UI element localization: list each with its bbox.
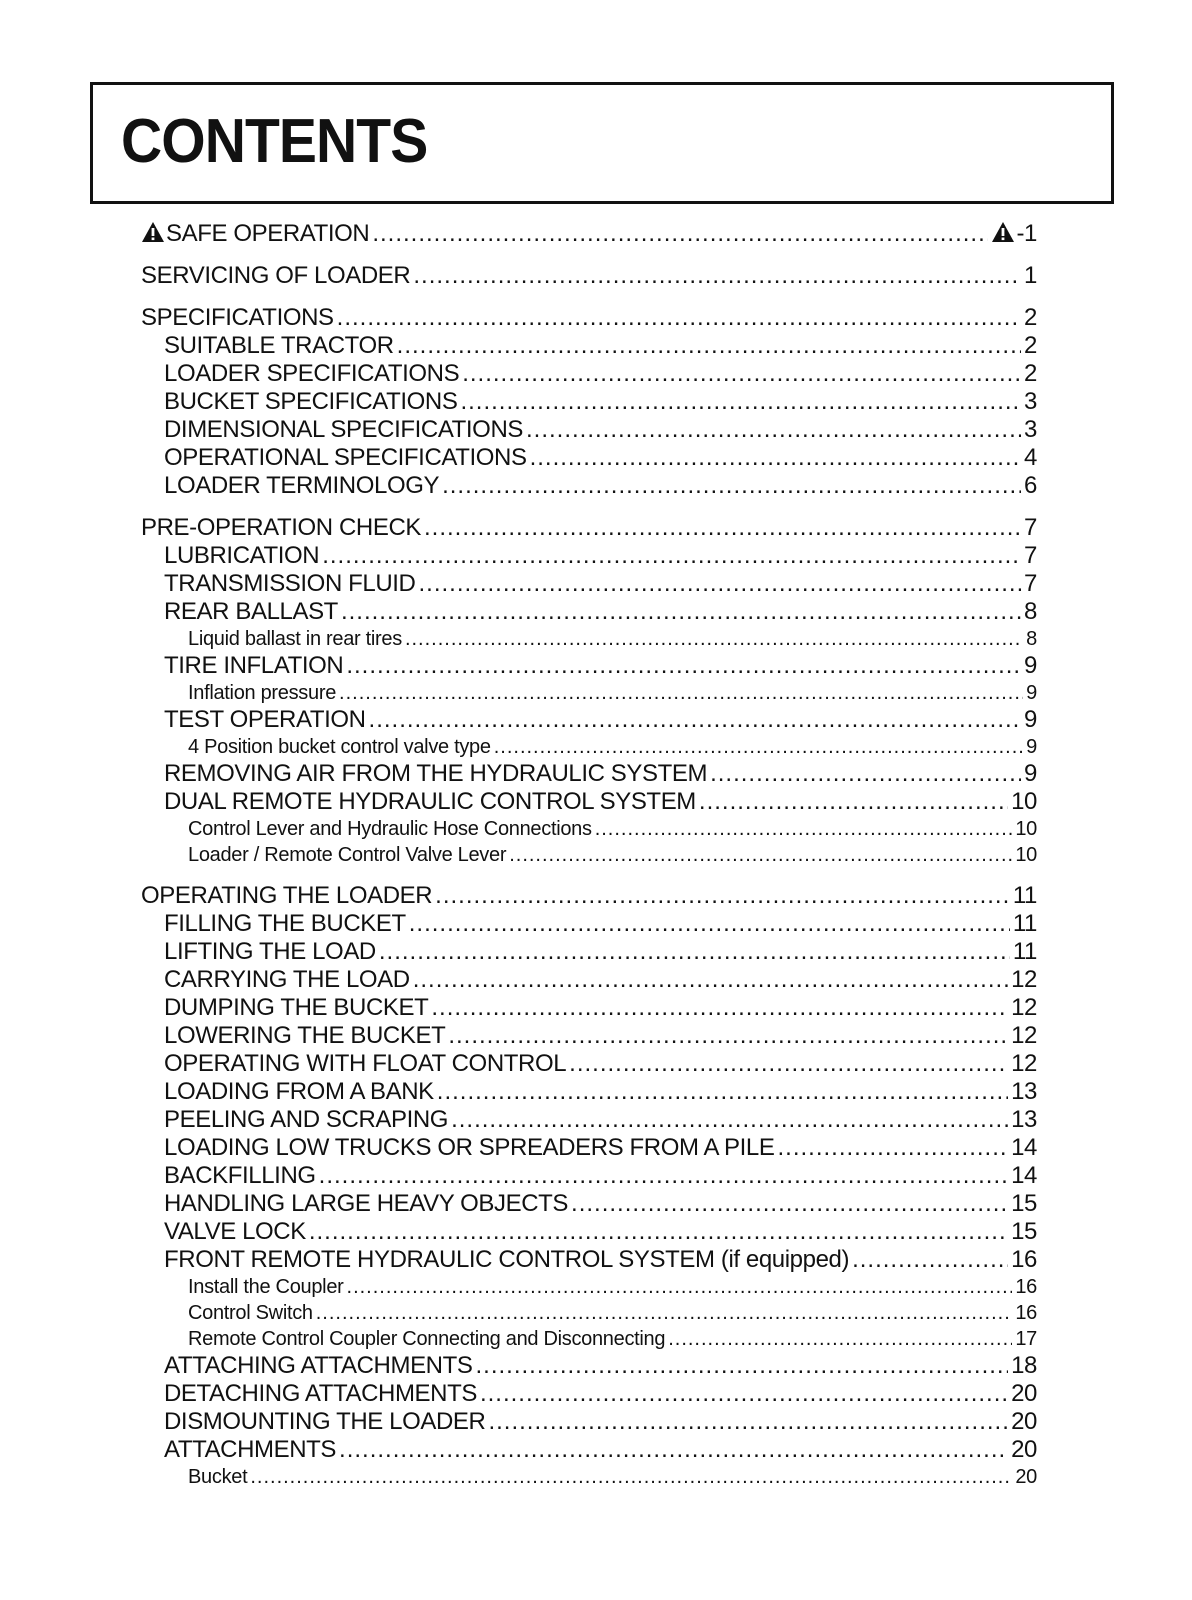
toc-entry-label xyxy=(141,262,410,290)
toc-entry[interactable] xyxy=(141,220,1037,248)
toc-page-number-text: -1 xyxy=(1016,220,1037,247)
toc-entry-text: LIFTING THE LOAD xyxy=(164,938,376,965)
toc-entry-label xyxy=(164,388,457,416)
toc-entry-text: LOADING FROM A BANK xyxy=(164,1078,434,1105)
toc-page-number-text: 10 xyxy=(1015,844,1037,866)
toc-page-number-text: 3 xyxy=(1024,388,1037,415)
toc-entry[interactable] xyxy=(164,444,1037,472)
toc-page-number-text: 2 xyxy=(1024,304,1037,331)
toc-entry-text: LOWERING THE BUCKET xyxy=(164,1022,446,1049)
toc-entry-text: TRANSMISSION FLUID xyxy=(164,570,416,597)
toc-page-number-text: 13 xyxy=(1011,1078,1037,1105)
toc-page-number xyxy=(1013,938,1037,966)
toc-entry-text: FRONT REMOTE HYDRAULIC CONTROL SYSTEM (if equipped) xyxy=(164,1246,850,1273)
toc-entry[interactable] xyxy=(188,843,1037,867)
toc-entry-label xyxy=(188,843,506,867)
toc-entry[interactable] xyxy=(164,652,1037,680)
toc-page-number xyxy=(1011,1050,1037,1078)
toc-entry-label xyxy=(188,681,336,705)
toc-page-number-text: 15 xyxy=(1011,1218,1037,1245)
toc-page-number-text: 11 xyxy=(1012,882,1037,909)
toc-entry-text: SAFE OPERATION xyxy=(166,220,370,247)
toc-entry[interactable] xyxy=(164,472,1037,500)
toc-entry-label xyxy=(164,598,338,626)
toc-entry-text: SPECIFICATIONS xyxy=(141,304,334,331)
toc-page-number xyxy=(1024,706,1037,734)
toc-entry-label xyxy=(164,1380,477,1408)
toc-page-number xyxy=(1024,360,1037,388)
toc-entry[interactable] xyxy=(188,681,1037,705)
toc-entry[interactable] xyxy=(164,1162,1037,1190)
dot-leader xyxy=(424,514,1021,542)
toc-page-number xyxy=(1011,1352,1037,1380)
dot-leader xyxy=(347,1275,1013,1299)
toc-page-number xyxy=(1024,652,1037,680)
toc-page-number-text: 11 xyxy=(1012,910,1037,937)
toc-page-number-text: 8 xyxy=(1026,628,1037,650)
toc-page-number-text: 9 xyxy=(1026,682,1037,704)
toc-entry[interactable] xyxy=(188,627,1037,651)
toc-entry-text: VALVE LOCK xyxy=(164,1218,306,1245)
toc-entry-text: ATTACHMENTS xyxy=(164,1436,337,1463)
toc-entry-text: CARRYING THE LOAD xyxy=(164,966,410,993)
toc-entry-label xyxy=(164,360,459,388)
toc-page-number xyxy=(1024,332,1037,360)
toc-entry[interactable] xyxy=(164,1352,1037,1380)
toc-entry-text: FILLING THE BUCKET xyxy=(164,910,406,937)
dot-leader xyxy=(316,1301,1013,1325)
toc-entry-text: DUMPING THE BUCKET xyxy=(164,994,429,1021)
toc-page-number-text: 12 xyxy=(1011,966,1037,993)
toc-entry-label xyxy=(164,542,319,570)
toc-entry-text: LUBRICATION xyxy=(164,542,320,569)
toc-page-number xyxy=(1013,910,1037,938)
toc-entry[interactable] xyxy=(164,1050,1037,1078)
toc-entry-text: LOADER SPECIFICATIONS xyxy=(164,360,460,387)
toc-entry-label xyxy=(164,1078,434,1106)
toc-page-number-text: 9 xyxy=(1024,760,1037,787)
dot-leader xyxy=(699,788,1008,816)
toc-entry-label xyxy=(164,1408,485,1436)
toc-entry[interactable] xyxy=(164,1078,1037,1106)
toc-page-number xyxy=(1011,1408,1037,1436)
dot-leader xyxy=(778,1134,1009,1162)
toc-entry[interactable] xyxy=(164,570,1037,598)
toc-entry[interactable] xyxy=(164,910,1037,938)
toc-page-number xyxy=(1026,627,1037,651)
toc-page-number-text: 20 xyxy=(1011,1408,1037,1435)
toc-entry[interactable] xyxy=(188,1275,1037,1299)
toc-entry-text: Inflation pressure xyxy=(188,682,337,704)
toc-entry-text: Loader / Remote Control Valve Lever xyxy=(188,844,507,866)
toc-page-number-text: 4 xyxy=(1024,444,1037,471)
toc-entry[interactable] xyxy=(141,882,1037,910)
toc-entry-label xyxy=(164,1134,775,1162)
toc-entry-text: BUCKET SPECIFICATIONS xyxy=(164,388,458,415)
dot-leader xyxy=(668,1327,1012,1351)
dot-leader xyxy=(339,1436,1008,1464)
warning-triangle-icon xyxy=(991,221,1015,243)
toc-entry-text: DUAL REMOTE HYDRAULIC CONTROL SYSTEM xyxy=(164,788,696,815)
toc-entry[interactable] xyxy=(164,416,1037,444)
toc-page-number xyxy=(1024,388,1037,416)
dot-leader xyxy=(569,1050,1008,1078)
dot-leader xyxy=(509,843,1012,867)
toc-entry-label xyxy=(164,1246,849,1274)
toc-page-number-text: 12 xyxy=(1011,994,1037,1021)
toc-entry-label xyxy=(164,652,343,680)
toc-entry-label xyxy=(164,1190,568,1218)
toc-page-number xyxy=(1024,262,1037,290)
dot-leader xyxy=(341,598,1021,626)
toc-page-number-text: 14 xyxy=(1011,1134,1037,1161)
toc-entry-label xyxy=(164,994,428,1022)
toc-entry[interactable] xyxy=(188,1327,1037,1351)
toc-entry-text: PRE-OPERATION CHECK xyxy=(141,514,421,541)
toc-entry[interactable] xyxy=(164,1106,1037,1134)
toc-page-number-text: 14 xyxy=(1011,1162,1037,1189)
page-title: CONTENTS xyxy=(121,107,428,176)
dot-leader xyxy=(435,882,1010,910)
toc-entry-text: SUITABLE TRACTOR xyxy=(164,332,394,359)
toc-page-number xyxy=(1011,1380,1037,1408)
toc-entry-text: REAR BALLAST xyxy=(164,598,338,625)
toc-entry[interactable] xyxy=(164,360,1037,388)
dot-leader xyxy=(337,304,1021,332)
toc-entry-label xyxy=(188,1465,247,1489)
dot-leader xyxy=(710,760,1021,788)
dot-leader xyxy=(405,627,1023,651)
toc-page-number-text: 16 xyxy=(1015,1302,1037,1324)
toc-entry[interactable] xyxy=(164,966,1037,994)
toc-page-number xyxy=(1024,416,1037,444)
toc-entry[interactable] xyxy=(164,1218,1037,1246)
toc-entry[interactable] xyxy=(164,332,1037,360)
toc-entry[interactable] xyxy=(164,760,1037,788)
toc-entry-label xyxy=(188,1275,344,1299)
toc-entry[interactable] xyxy=(164,598,1037,626)
dot-leader xyxy=(488,1408,1008,1436)
toc-entry[interactable] xyxy=(164,788,1037,816)
dot-leader xyxy=(451,1106,1008,1134)
toc-page-number xyxy=(1015,1275,1037,1299)
dot-leader xyxy=(442,472,1021,500)
toc-page-number xyxy=(1011,1134,1037,1162)
toc-entry-label xyxy=(164,570,416,598)
toc-page-number-text: 7 xyxy=(1024,514,1037,541)
toc-entry-text: Control Lever and Hydraulic Hose Connections xyxy=(188,818,592,840)
toc-page-number xyxy=(1011,1246,1037,1274)
toc-page-number-text: 1 xyxy=(1024,262,1037,289)
toc-entry[interactable] xyxy=(141,262,1037,290)
toc-entry-text: DETACHING ATTACHMENTS xyxy=(164,1380,477,1407)
dot-leader xyxy=(431,994,1008,1022)
dot-leader xyxy=(460,388,1021,416)
toc-page-number-text: 20 xyxy=(1015,1466,1037,1488)
toc-page-number xyxy=(1013,882,1037,910)
toc-entry[interactable] xyxy=(164,1380,1037,1408)
toc-page-number xyxy=(1011,966,1037,994)
toc-page-number-text: 8 xyxy=(1024,598,1037,625)
toc-entry[interactable] xyxy=(164,1190,1037,1218)
dot-leader xyxy=(397,332,1021,360)
dot-leader xyxy=(437,1078,1008,1106)
toc-entry[interactable] xyxy=(141,304,1037,332)
toc-entry-label xyxy=(164,938,376,966)
toc-page-number xyxy=(1015,1301,1037,1325)
toc-page-number-text: 16 xyxy=(1015,1276,1037,1298)
toc-page-number-text: 7 xyxy=(1024,570,1037,597)
toc-entry-text: LOADER TERMINOLOGY xyxy=(164,472,440,499)
dot-leader xyxy=(369,706,1022,734)
toc-page-number-text: 2 xyxy=(1024,360,1037,387)
toc-entry-label xyxy=(141,514,421,542)
toc-entry-label xyxy=(164,1162,316,1190)
toc-page-number-text: 20 xyxy=(1011,1436,1037,1463)
toc-page-number xyxy=(991,220,1037,248)
dot-leader xyxy=(480,1380,1008,1408)
dot-leader xyxy=(419,570,1022,598)
toc-entry-label xyxy=(141,304,334,332)
dot-leader xyxy=(571,1190,1008,1218)
toc-entry-text: TIRE INFLATION xyxy=(164,652,344,679)
toc-page-number xyxy=(1024,760,1037,788)
dot-leader xyxy=(309,1218,1008,1246)
toc-entry-label xyxy=(164,760,707,788)
toc-entry-text: DISMOUNTING THE LOADER xyxy=(164,1408,486,1435)
toc-page-number xyxy=(1011,1022,1037,1050)
toc-entry-text: Bucket xyxy=(188,1466,248,1488)
dot-leader xyxy=(462,360,1021,388)
toc-entry[interactable] xyxy=(164,1246,1037,1274)
toc-page-number xyxy=(1011,1106,1037,1134)
toc-entry[interactable] xyxy=(164,388,1037,416)
toc-entry-text: TEST OPERATION xyxy=(164,706,366,733)
toc-page-number xyxy=(1024,514,1037,542)
toc-page-number xyxy=(1024,304,1037,332)
toc-page-number xyxy=(1011,994,1037,1022)
toc-page-number-text: 9 xyxy=(1026,736,1037,758)
toc-page-number-text: 2 xyxy=(1024,332,1037,359)
toc-entry-text: BACKFILLING xyxy=(164,1162,316,1189)
dot-leader xyxy=(494,735,1023,759)
toc-entry-label xyxy=(164,1022,445,1050)
dot-leader xyxy=(250,1465,1012,1489)
dot-leader xyxy=(319,1162,1008,1190)
toc-page-number xyxy=(1024,570,1037,598)
warning-triangle-icon xyxy=(141,221,165,243)
toc-page-number xyxy=(1024,444,1037,472)
toc-page-number xyxy=(1011,1218,1037,1246)
toc-entry-label xyxy=(164,966,410,994)
dot-leader xyxy=(346,652,1021,680)
toc-page-number xyxy=(1015,817,1037,841)
dot-leader xyxy=(339,681,1023,705)
toc-page-number xyxy=(1011,1078,1037,1106)
toc-entry[interactable] xyxy=(164,1022,1037,1050)
toc-page-number-text: 10 xyxy=(1015,818,1037,840)
toc-entry-text: LOADING LOW TRUCKS OR SPREADERS FROM A PILE xyxy=(164,1134,775,1161)
toc-page-number xyxy=(1011,1190,1037,1218)
toc-entry-label xyxy=(164,706,366,734)
toc-entry-text: PEELING AND SCRAPING xyxy=(164,1106,449,1133)
toc-entry-text: SERVICING OF LOADER xyxy=(141,262,411,289)
toc-page-number xyxy=(1011,1436,1037,1464)
toc-page-number-text: 17 xyxy=(1015,1328,1037,1350)
toc-page-number-text: 9 xyxy=(1024,652,1037,679)
dot-leader xyxy=(413,966,1008,994)
toc-entry[interactable] xyxy=(164,542,1037,570)
toc-entry-label xyxy=(141,220,369,248)
toc-entry[interactable] xyxy=(164,1408,1037,1436)
toc-entry-text: OPERATING THE LOADER xyxy=(141,882,433,909)
toc-entry-text: Install the Coupler xyxy=(188,1276,344,1298)
toc-entry-label xyxy=(164,788,696,816)
toc-page-number xyxy=(1011,1162,1037,1190)
dot-leader xyxy=(595,817,1013,841)
toc-entry-label xyxy=(164,1352,473,1380)
toc-entry-label xyxy=(164,416,523,444)
toc-entry-text: HANDLING LARGE HEAVY OBJECTS xyxy=(164,1190,569,1217)
toc-entry[interactable] xyxy=(141,514,1037,542)
toc-entry-label xyxy=(164,444,527,472)
toc-entry[interactable] xyxy=(164,706,1037,734)
toc-entry[interactable] xyxy=(188,1301,1037,1325)
toc-entry-text: Liquid ballast in rear tires xyxy=(188,628,402,650)
toc-page-number xyxy=(1024,598,1037,626)
toc-entry-label xyxy=(188,627,402,651)
toc-entry-text: Remote Control Coupler Connecting and Disconnecting xyxy=(188,1328,666,1350)
toc-page-number-text: 18 xyxy=(1011,1352,1037,1379)
dot-leader xyxy=(852,1246,1008,1274)
dot-leader xyxy=(526,416,1021,444)
dot-leader xyxy=(476,1352,1009,1380)
toc-page-number xyxy=(1015,1327,1037,1351)
toc-entry-label xyxy=(188,1327,665,1351)
dot-leader xyxy=(379,938,1010,966)
toc-page-number xyxy=(1026,681,1037,705)
dot-leader xyxy=(413,262,1021,290)
toc-page-number-text: 11 xyxy=(1012,938,1037,965)
toc-entry-label xyxy=(164,1050,566,1078)
toc-entry[interactable] xyxy=(188,1465,1037,1489)
toc-entry-text: REMOVING AIR FROM THE HYDRAULIC SYSTEM xyxy=(164,760,708,787)
toc-page-number xyxy=(1024,542,1037,570)
toc-page-number-text: 12 xyxy=(1011,1022,1037,1049)
toc-page-number xyxy=(1026,735,1037,759)
toc-entry-label xyxy=(164,910,406,938)
toc-entry[interactable] xyxy=(164,994,1037,1022)
toc-page-number-text: 7 xyxy=(1024,542,1037,569)
toc-page-number xyxy=(1024,472,1037,500)
toc-page-number-text: 16 xyxy=(1011,1246,1037,1273)
toc-page-number-text: 6 xyxy=(1024,472,1037,499)
dot-leader xyxy=(530,444,1021,472)
toc-entry[interactable] xyxy=(164,938,1037,966)
toc-entry-label xyxy=(188,735,491,759)
toc-page-number xyxy=(1015,1465,1037,1489)
toc-page-number-text: 13 xyxy=(1011,1106,1037,1133)
toc-page-number xyxy=(1015,843,1037,867)
toc-entry-label xyxy=(188,1301,313,1325)
toc-entry-text: Control Switch xyxy=(188,1302,313,1324)
dot-leader xyxy=(448,1022,1008,1050)
toc-entry-text: OPERATING WITH FLOAT CONTROL xyxy=(164,1050,567,1077)
toc-page-number-text: 20 xyxy=(1011,1380,1037,1407)
toc-entry-label xyxy=(188,817,592,841)
toc-page-number-text: 12 xyxy=(1011,1050,1037,1077)
toc-entry-text: ATTACHING ATTACHMENTS xyxy=(164,1352,473,1379)
toc-entry-label xyxy=(164,1218,306,1246)
toc-entry-label xyxy=(164,1106,448,1134)
toc-entry-text: DIMENSIONAL SPECIFICATIONS xyxy=(164,416,523,443)
dot-leader xyxy=(372,220,988,248)
toc-entry-label xyxy=(141,882,432,910)
toc-entry-text: OPERATIONAL SPECIFICATIONS xyxy=(164,444,527,471)
dot-leader xyxy=(409,910,1010,938)
toc-entry[interactable] xyxy=(164,1436,1037,1464)
toc-entry[interactable] xyxy=(164,1134,1037,1162)
toc-entry[interactable] xyxy=(188,817,1037,841)
toc-page-number-text: 10 xyxy=(1011,788,1037,815)
toc-page-number-text: 9 xyxy=(1024,706,1037,733)
toc-page-number-text: 15 xyxy=(1011,1190,1037,1217)
toc-entry-label xyxy=(164,332,394,360)
toc-page-number-text: 3 xyxy=(1024,416,1037,443)
toc-entry-label xyxy=(164,1436,336,1464)
dot-leader xyxy=(322,542,1021,570)
toc-entry-text: 4 Position bucket control valve type xyxy=(188,736,491,758)
toc-entry-label xyxy=(164,472,439,500)
toc-page-number xyxy=(1011,788,1037,816)
toc-entry[interactable] xyxy=(188,735,1037,759)
